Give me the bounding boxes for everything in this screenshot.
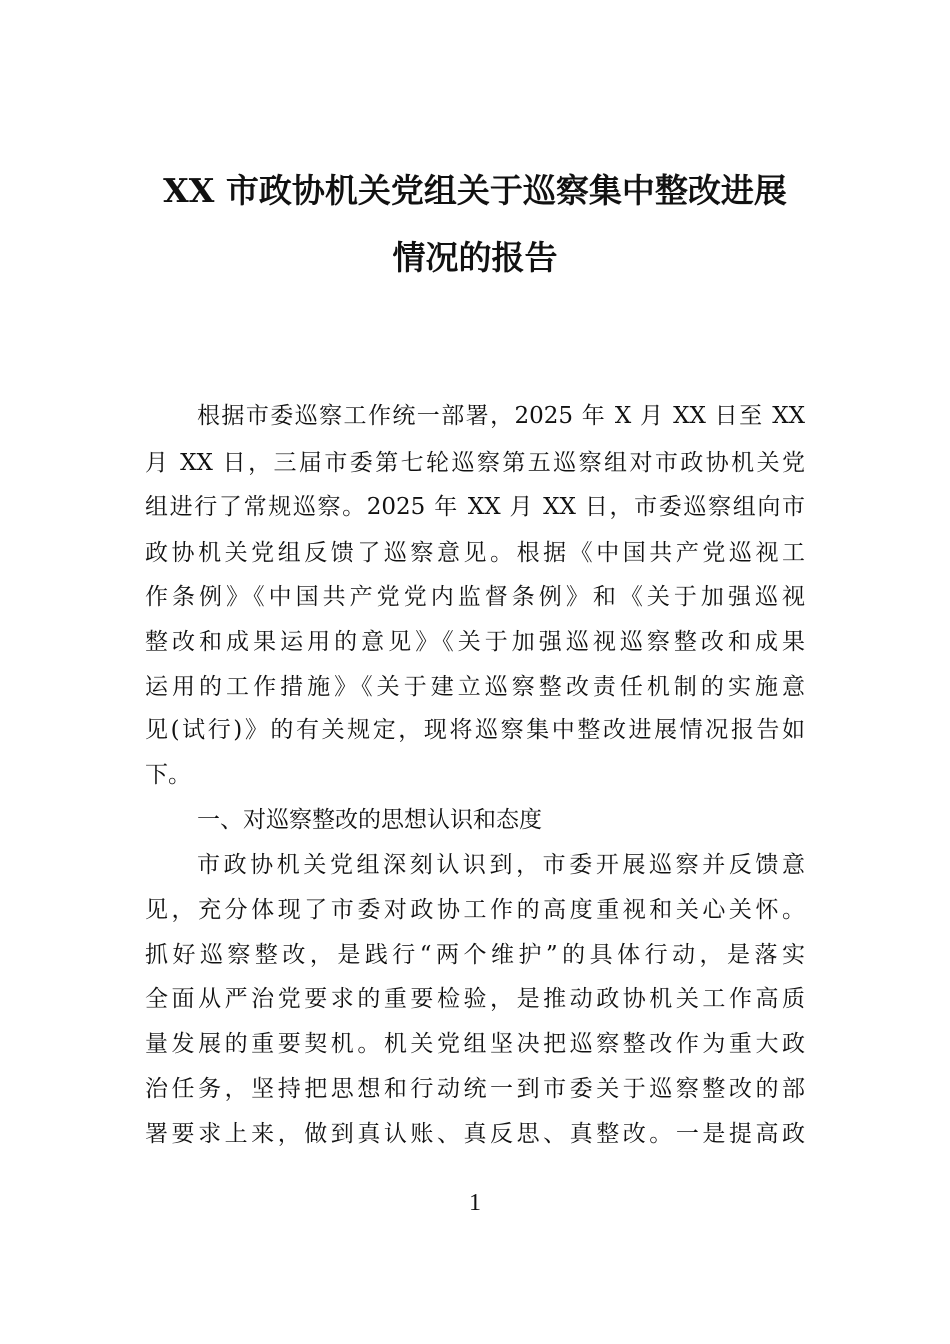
- paragraph-2-line-2: 见，充分体现了市委对政协工作的高度重视和关心关怀。: [145, 897, 805, 923]
- document-title-line-2: 情况的报告: [392, 238, 558, 277]
- paragraph-1-line-3: 组进行了常规巡察。2025 年 XX 月 XX 日，市委巡察组向市: [145, 494, 805, 520]
- section-1-heading: 一、对巡察整改的思想认识和态度: [197, 807, 542, 833]
- paragraph-1-line-1: 根据市委巡察工作统一部署，2025 年 X 月 XX 日至 XX: [197, 403, 805, 429]
- paragraph-1-line-2: 月 XX 日，三届市委第七轮巡察第五巡察组对市政协机关党: [145, 450, 805, 476]
- paragraph-1-line-9: 下。: [145, 762, 191, 788]
- paragraph-2-line-7: 署要求上来，做到真认账、真反思、真整改。一是提高政: [145, 1121, 805, 1147]
- paragraph-1-line-4: 政协机关党组反馈了巡察意见。根据《中国共产党巡视工: [145, 540, 805, 566]
- page-number: 1: [469, 1190, 481, 1216]
- paragraph-1-line-7: 运用的工作措施》《关于建立巡察整改责任机制的实施意: [145, 674, 805, 700]
- document-title-line-1: XX 市政协机关党组关于巡察集中整改进展: [163, 171, 787, 210]
- paragraph-2-line-3: 抓好巡察整改，是践行“两个维护”的具体行动，是落实: [145, 942, 805, 968]
- paragraph-1-line-6: 整改和成果运用的意见》《关于加强巡视巡察整改和成果: [145, 629, 805, 655]
- paragraph-1-line-8: 见(试行)》的有关规定，现将巡察集中整改进展情况报告如: [145, 717, 805, 743]
- paragraph-2-line-5: 量发展的重要契机。机关党组坚决把巡察整改作为重大政: [145, 1031, 805, 1057]
- paragraph-1-line-5: 作条例》《中国共产党党内监督条例》和《关于加强巡视: [145, 584, 805, 610]
- paragraph-2-line-1: 市政协机关党组深刻认识到，市委开展巡察并反馈意: [197, 852, 805, 878]
- paragraph-2-line-6: 治任务，坚持把思想和行动统一到市委关于巡察整改的部: [145, 1076, 805, 1102]
- paragraph-2-line-4: 全面从严治党要求的重要检验，是推动政协机关工作高质: [145, 986, 805, 1012]
